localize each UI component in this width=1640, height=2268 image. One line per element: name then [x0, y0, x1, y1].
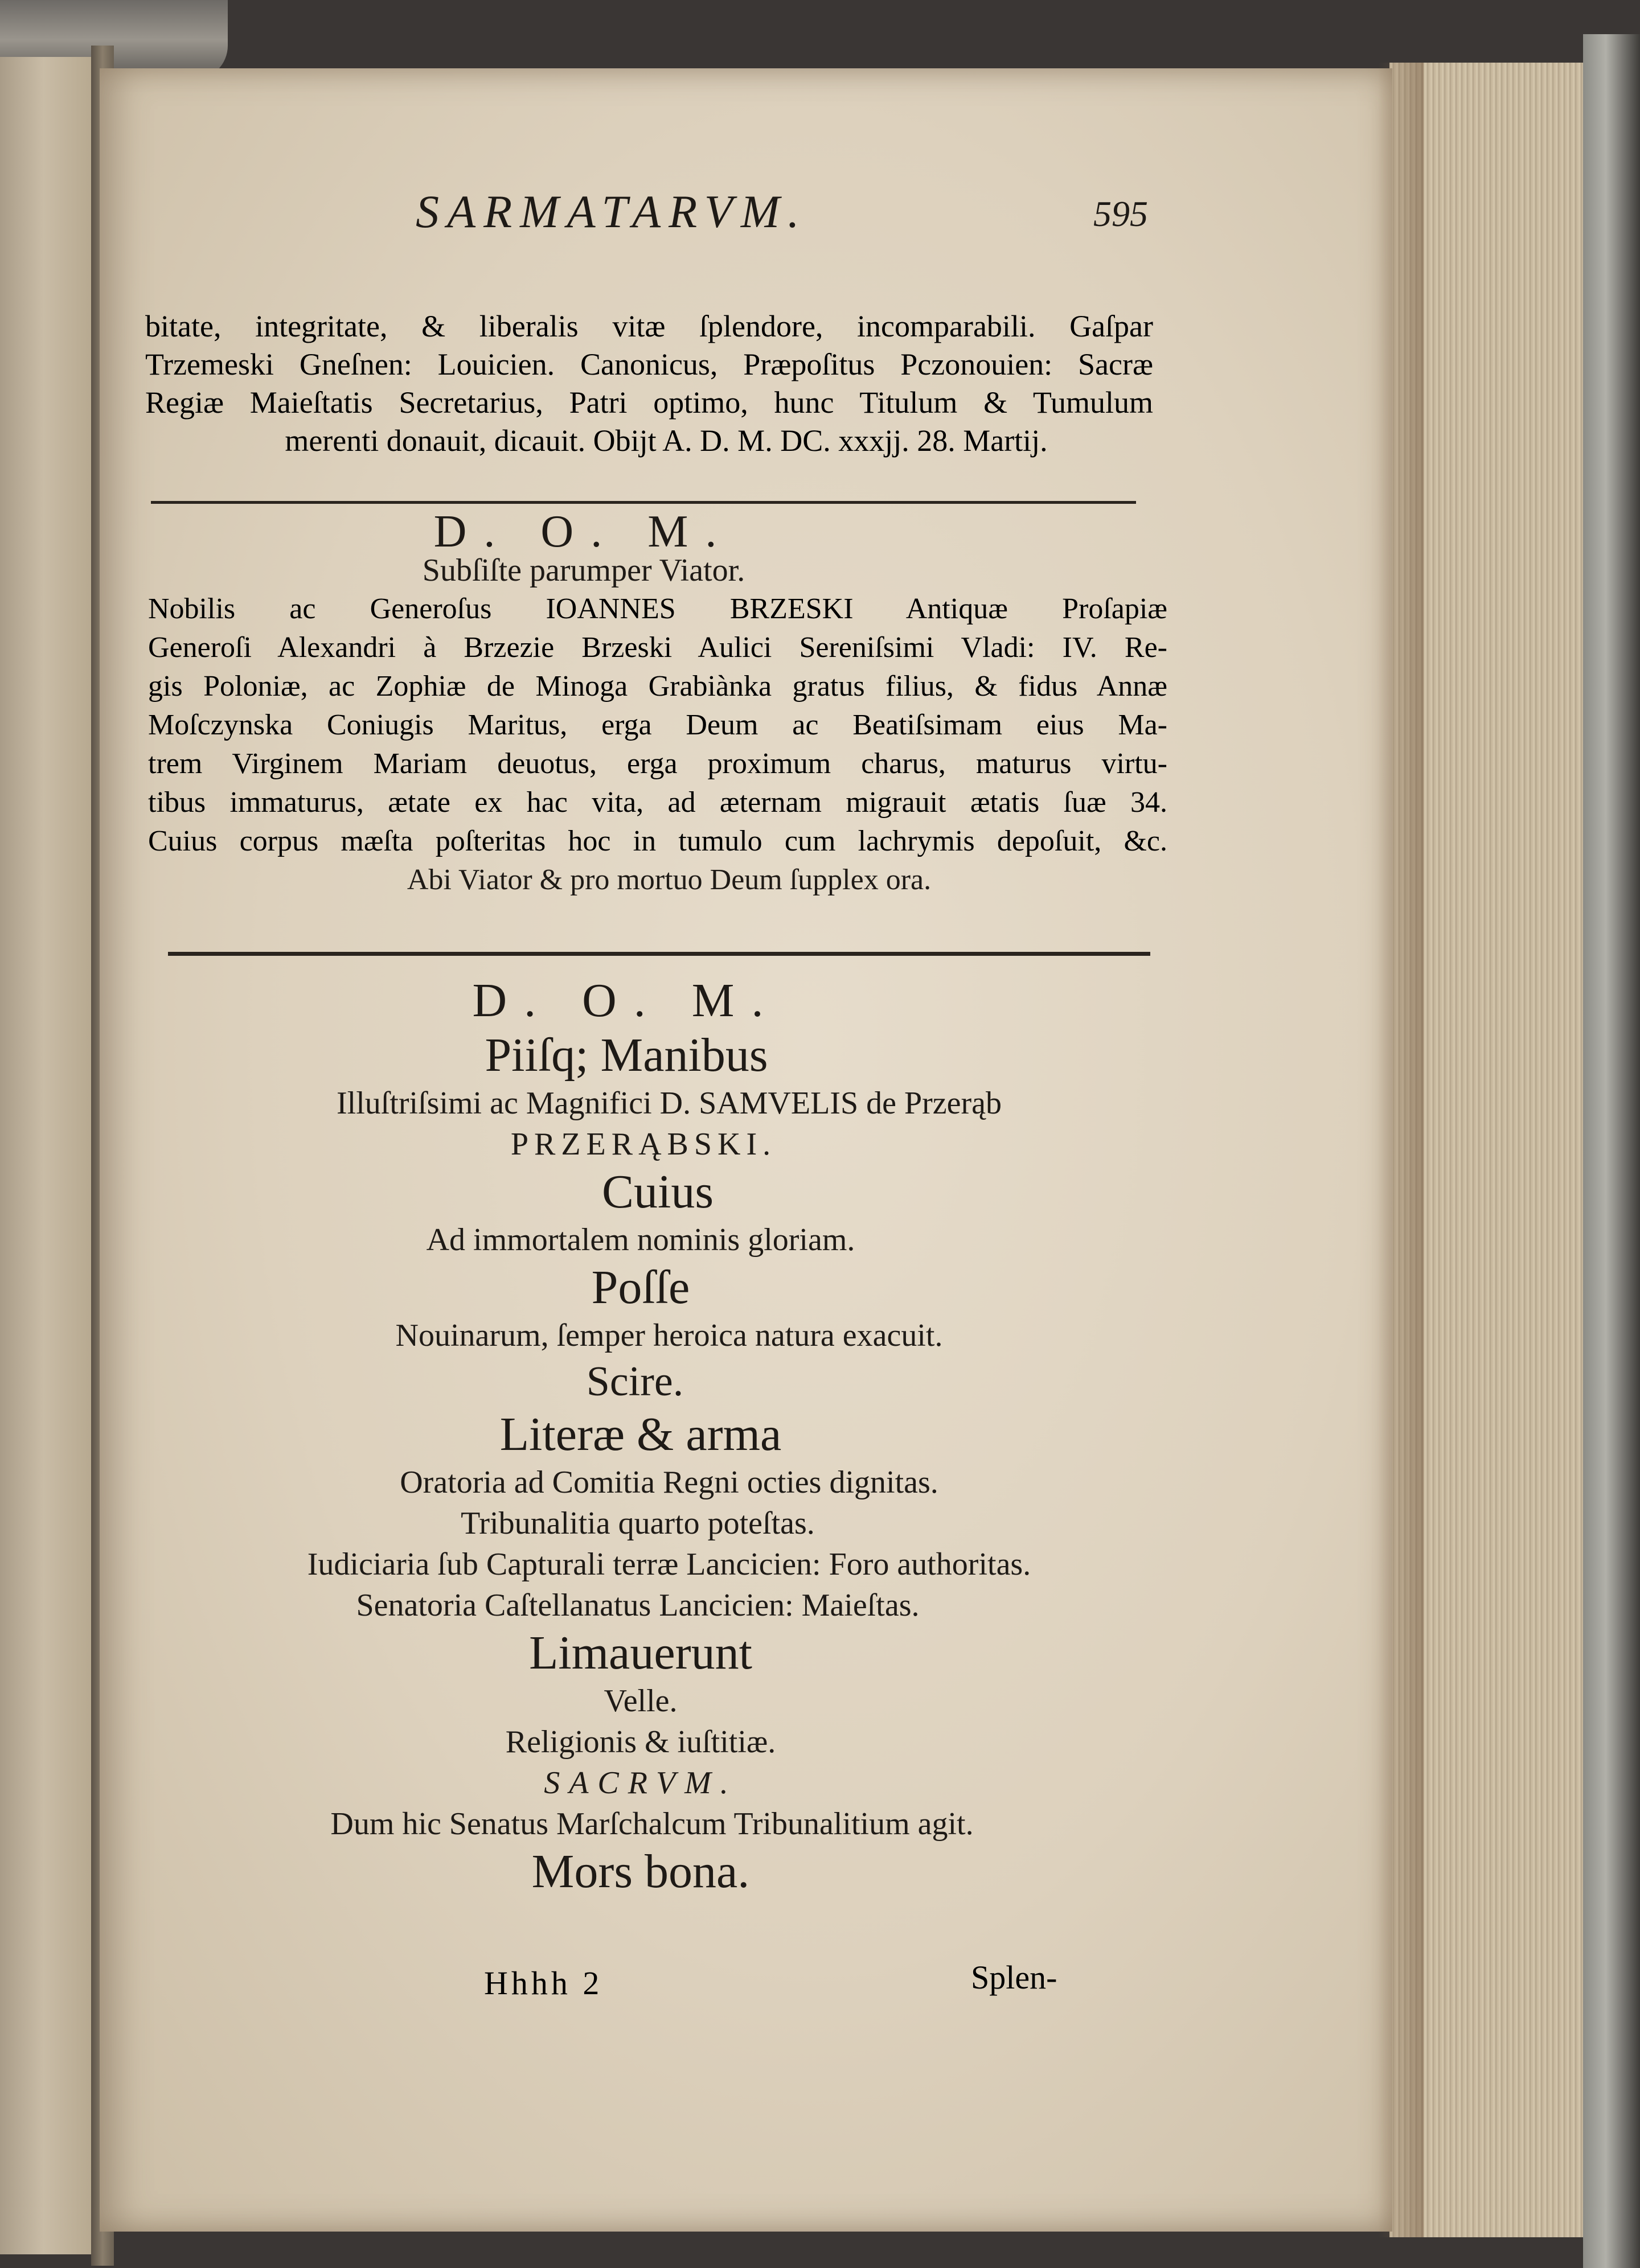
- epitaph-brzeski: [148, 507, 1167, 899]
- text-line: Regiæ Maieſtatis Secretarius, Patri optimo, hunc Titulum & Tumulum: [145, 385, 1153, 420]
- catchword: Splen-: [971, 1959, 1057, 1996]
- section-divider: [151, 501, 1136, 504]
- book-cover-edge: [1583, 34, 1640, 2268]
- text-line: Moſczynska Coniugis Maritus, erga Deum ac Beatiſsimam eius Ma-: [148, 709, 1167, 741]
- page-shadow: [1378, 63, 1424, 2237]
- section-heading: D. O. M.: [433, 507, 734, 557]
- text-line: Senatoria Caſtellanatus Lancicien: Maieſtas.: [356, 1588, 920, 1623]
- text-line: Velle.: [604, 1683, 678, 1719]
- epitaph-continued: [145, 307, 1153, 460]
- text-line: Dum hic Senatus Marſchalcum Tribunalitium agit.: [330, 1806, 974, 1842]
- text-line: SACRVM.: [544, 1765, 737, 1801]
- text-line: gis Poloniæ, ac Zophiæ de Minoga Grabiànka gratus filius, & fidus Annæ: [148, 670, 1167, 702]
- running-head: [319, 185, 1230, 248]
- epitaph-przerabski: [171, 973, 1167, 1899]
- text-line: Religionis & iuſtitiæ.: [505, 1724, 776, 1760]
- section-heading: D. O. M.: [472, 974, 781, 1027]
- text-line: Nobilis ac Generoſus IOANNES BRZESKI Antiquæ Proſapiæ: [148, 593, 1167, 625]
- text-line: Ad immortalem nominis gloriam.: [426, 1222, 855, 1258]
- text-line: Cuius corpus mæſta poſteritas hoc in tumulo cum lachrymis depoſuit, &c.: [148, 825, 1167, 857]
- text-line: Poſſe: [591, 1261, 690, 1314]
- signature-mark: Hhhh 2: [484, 1965, 603, 2002]
- text-line: Illuſtriſsimi ac Magnifici D. SAMVELIS de Przerąb: [337, 1086, 1002, 1121]
- text-line: merenti donauit, dicauit. Obijt A. D. M. DC. xxxjj. 28. Martij.: [285, 424, 1048, 458]
- text-line: Nouinarum, ſemper heroica natura exacuit.: [395, 1318, 943, 1353]
- text-line: PRZERĄBSKI.: [510, 1127, 777, 1162]
- text-line: Abi Viator & pro mortuo Deum ſupplex ora.: [407, 864, 932, 896]
- text-line: Cuius: [601, 1165, 714, 1218]
- text-line: Scire.: [586, 1358, 684, 1405]
- text-line: Trzemeski Gneſnen: Louicien. Canonicus, Præpoſitus Pczonouien: Sacræ: [145, 347, 1153, 381]
- text-line: Tribunalitia quarto poteſtas.: [461, 1506, 815, 1541]
- text-line: Mors bona.: [531, 1845, 750, 1898]
- text-line: bitate, integritate, & liberalis vitæ ſplendore, incomparabili. Gaſpar: [145, 309, 1153, 343]
- text-line: trem Virginem Mariam deuotus, erga proximum charus, maturus virtu-: [148, 747, 1167, 780]
- running-head-title: SARMATARVM.: [416, 186, 807, 237]
- text-line: Iudiciaria ſub Capturali terræ Lancicien: Foro authoritas.: [307, 1547, 1031, 1582]
- text-line: Oratoria ad Comitia Regni octies dignitas.: [400, 1465, 938, 1500]
- text-line: Literæ & arma: [499, 1408, 782, 1461]
- text-line: Limauerunt: [529, 1626, 752, 1679]
- section-divider: [168, 952, 1150, 956]
- text-line: Piiſq; Manibus: [485, 1029, 768, 1082]
- text-line: tibus immaturus, ætate ex hac vita, ad æternam migrauit ætatis ſuæ 34.: [148, 786, 1167, 819]
- section-subheading: Subſiſte parumper Viator.: [422, 553, 745, 588]
- page-number: 595: [1093, 194, 1148, 234]
- text-line: Generoſi Alexandri à Brzezie Brzeski Aulici Sereniſsimi Vladi: IV. Re-: [148, 631, 1167, 664]
